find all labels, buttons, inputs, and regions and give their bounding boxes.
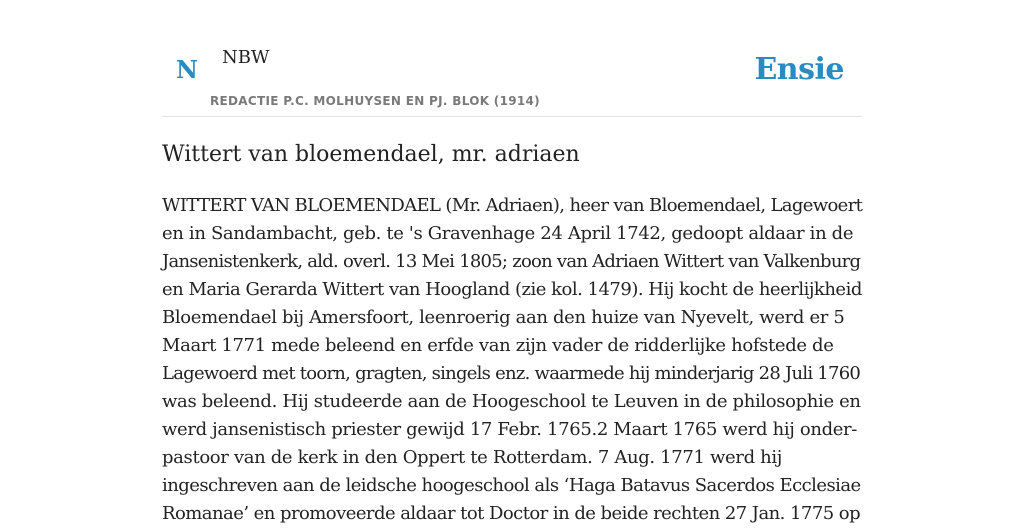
article-line: en Maria Gerarda Wittert van Hoogland (zie kol. 1479). Hij kocht de heerlijkheid — [162, 279, 862, 300]
article-line: ingeschreven aan de leidsche hoogeschool als ‘Haga Batavus Sacerdos Ecclesiae — [162, 475, 861, 496]
article-line: WITTERT VAN BLOEMENDAEL (Mr. Adriaen), heer van Bloemendael, Lagewoert — [162, 195, 863, 216]
source-name-link[interactable]: NBW — [222, 47, 270, 68]
source-logo-icon[interactable]: N — [176, 55, 198, 84]
article-line: Jansenistenkerk, ald. overl. 13 Mei 1805; zoon van Adriaen Wittert van Valkenburg — [162, 251, 861, 272]
source-header — [162, 40, 862, 117]
ensie-logo[interactable]: Ensie — [754, 52, 844, 87]
article-line: Bloemendael bij Amersfoort, leenroerig aan den huize van Nyevelt, werd er 5 — [162, 307, 845, 328]
article-title: Wittert van bloemendael, mr. adriaen — [162, 142, 580, 167]
article-line: was beleend. Hij studeerde aan de Hoogeschool te Leuven in de philosophie en — [162, 391, 861, 412]
source-editors: REDACTIE P.C. MOLHUYSEN EN PJ. BLOK (1914) — [210, 94, 540, 108]
article-line: pastoor van de kerk in den Oppert te Rotterdam. 7 Aug. 1771 werd hij — [162, 447, 782, 468]
article-line: werd jansenistisch priester gewijd 17 Febr. 1765.2 Maart 1765 werd hij onder- — [162, 419, 858, 440]
article-line: Lagewoerd met toorn, gragten, singels enz. waarmede hij minderjarig 28 Juli 1760 — [162, 363, 861, 384]
article-line: en in Sandambacht, geb. te 's Gravenhage 24 April 1742, gedoopt aldaar in de — [162, 223, 854, 244]
article-line: Maart 1771 mede beleend en erfde van zijn vader de ridderlijke hofstede de — [162, 335, 834, 356]
article-body — [162, 192, 862, 528]
article-line: Romanae’ en promoveerde aldaar tot Doctor in de beide rechten 27 Jan. 1775 op — [162, 503, 861, 524]
